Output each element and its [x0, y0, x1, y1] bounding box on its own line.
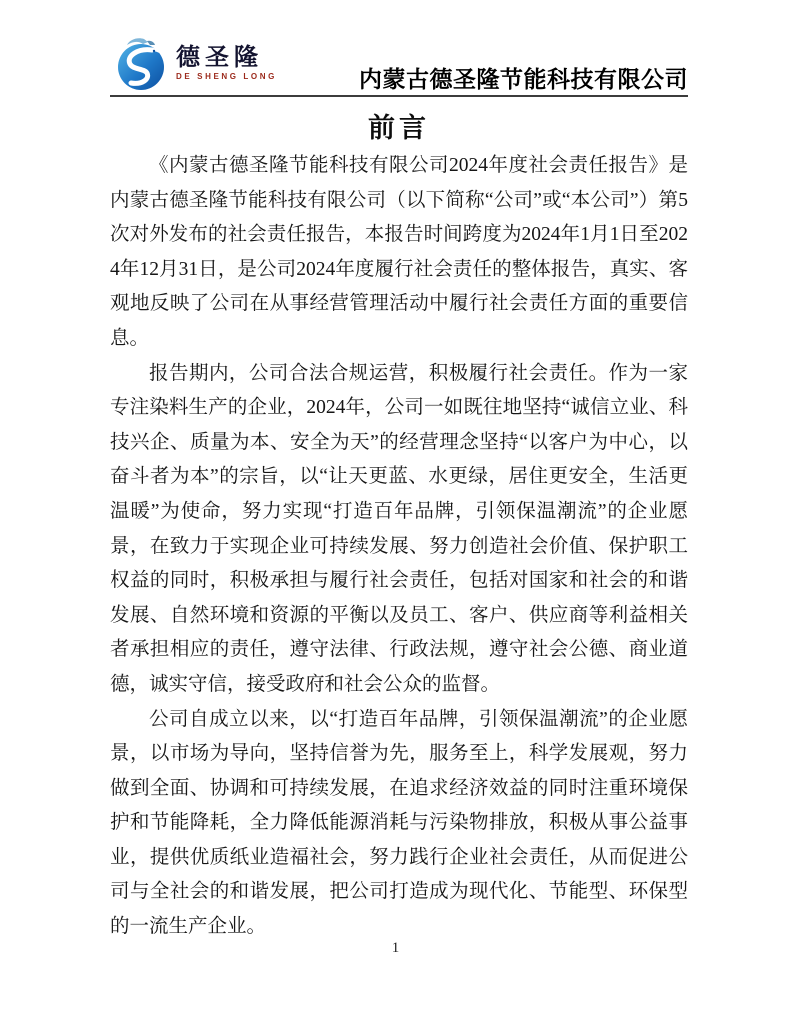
- paragraph-2: 报告期内，公司合法合规运营，积极履行社会责任。作为一家专注染料生产的企业，2024年，公司一如既往地坚持“诚信立业、科技兴企、质量为本、安全为天”的经营理念坚持“以客户为中心，以奋斗者为本”的宗旨，以“让天更蓝、水更绿，居住更安全，生活更温暖”为使命，努力实现“打造百年品牌，引领保温潮流”的企业愿景，在致力于实现企业可持续发展、努力创造社会价值、保护职工权益的同时，积极承担与履行社会责任，包括对国家和社会的和谐发展、自然环境和资源的平衡以及员工、客户、供应商等利益相关者承担相应的责任，遵守法律、行政法规，遵守社会公德、商业道德，诚实守信，接受政府和社会公众的监督。: [110, 362, 688, 695]
- paragraph-3: 公司自成立以来，以“打造百年品牌，引领保温潮流”的企业愿景，以市场为导向，坚持信誉为先，服务至上，科学发展观，努力做到全面、协调和可持续发展，在追求经济效益的同时注重环境保护和节能降耗，全力降低能源消耗与污染物排放，积极从事公益事业，提供优质纸业造福社会，努力践行企业社会责任，从而促进公司与全社会的和谐发展，把公司打造成为现代化、节能型、环保型的一流生产企业。: [110, 708, 688, 938]
- logo-english-name: DE SHENG LONG: [176, 72, 277, 81]
- page-title: 前言: [368, 113, 430, 143]
- header-divider-line: [110, 95, 688, 97]
- company-logo: [114, 36, 277, 92]
- paragraph-1: 《内蒙古德圣隆节能科技有限公司2024年度社会责任报告》是内蒙古德圣隆节能科技有限公司（以下简称“公司”或“本公司”）第5次对外发布的社会责任报告，本报告时间跨度为2024年1月1日至2024年12月31日，是公司2024年度履行社会责任的整体报告，真实、客观地反映了公司在从事经营管理活动中履行社会责任方面的重要信息。: [110, 155, 688, 349]
- company-name-heading: 内蒙古德圣隆节能科技有限公司: [359, 67, 688, 92]
- dragon-s-circle-icon: [114, 36, 170, 92]
- page-number: 1: [391, 940, 400, 956]
- page-header: [110, 34, 688, 96]
- logo-chinese-name: 德圣隆: [176, 44, 263, 71]
- logo-text-block: [176, 46, 277, 82]
- document-body: [110, 149, 688, 945]
